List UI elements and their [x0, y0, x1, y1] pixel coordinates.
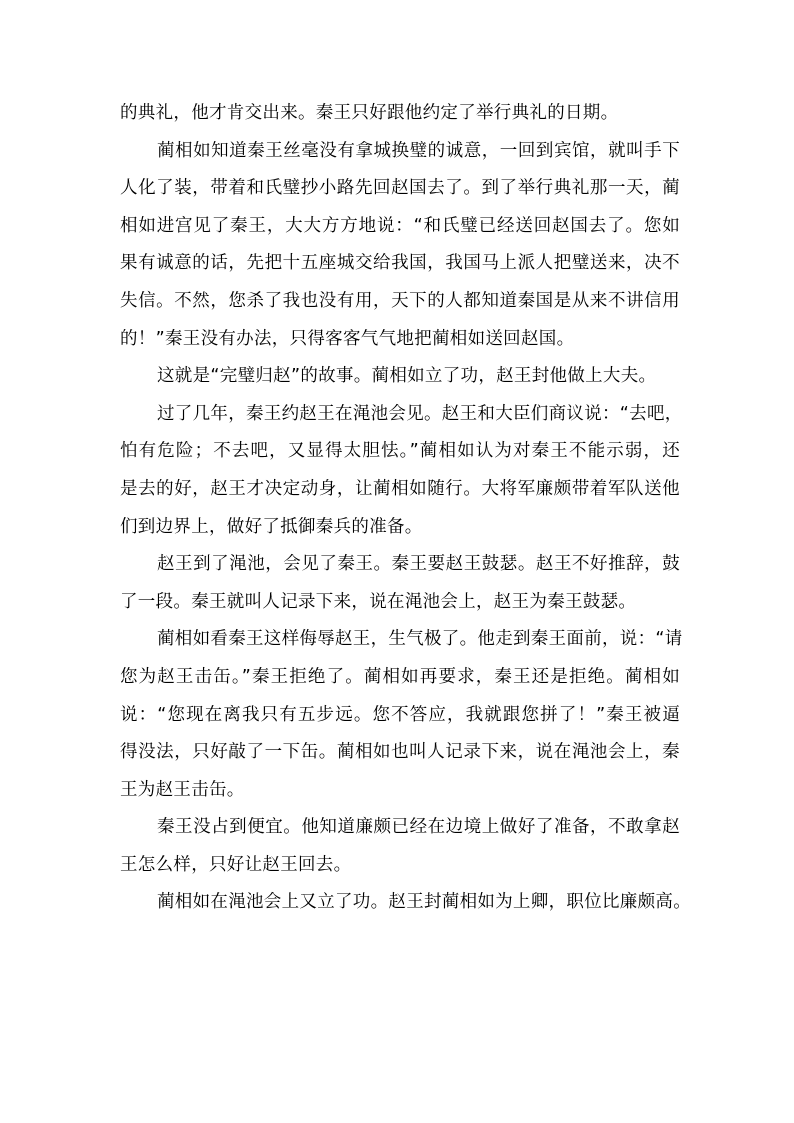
text-line: 蔺相如看秦王这样侮辱赵王，生气极了。他走到秦王面前，说：“请: [157, 629, 683, 650]
text-line: 得没法，只好敲了一下缶。蔺相如也叫人记录下来，说在渑池会上，秦: [120, 742, 680, 763]
text-line: 王为赵王击缶。: [120, 779, 245, 800]
text-line: 们到边界上，做好了抵御秦兵的准备。: [120, 516, 423, 537]
text-line: 蔺相如在渑池会上又立了功。赵王封蔺相如为上卿，职位比廉颇高。: [157, 892, 691, 913]
text-line: 赵王到了渑池，会见了秦王。秦王要赵王鼓瑟。赵王不好推辞，鼓: [157, 554, 680, 575]
text-line: 果有诚意的话，先把十五座城交给我国，我国马上派人把璧送来，决不: [120, 253, 680, 274]
text-line: 这就是“完璧归赵”的故事。蔺相如立了功，赵王封他做上大夫。: [157, 366, 657, 387]
document-body: [120, 95, 691, 922]
text-line: 说：“您现在离我只有五步远。您不答应，我就跟您拼了！”秦王被逼: [120, 704, 680, 725]
text-line: 是去的好，赵王才决定动身，让蔺相如随行。大将军廉颇带着军队送他: [120, 478, 680, 499]
text-line: 的！”秦王没有办法，只得客客气气地把蔺相如送回赵国。: [120, 328, 575, 349]
text-line: 的典礼，他才肯交出来。秦王只好跟他约定了举行典礼的日期。: [120, 103, 619, 123]
text-line: 您为赵王击缶。”秦王拒绝了。蔺相如再要求，秦王还是拒绝。蔺相如: [120, 666, 680, 687]
text-line: 过了几年，秦王约赵王在渑池会见。赵王和大臣们商议说：“去吧，: [157, 403, 683, 424]
text-line: 秦王没占到便宜。他知道廉颇已经在边境上做好了准备，不敢拿赵: [157, 817, 680, 838]
text-line: 相如进宫见了秦王，大大方方地说：“和氏璧已经送回赵国去了。您如: [120, 215, 680, 236]
text-line: 失信。不然，您杀了我也没有用，天下的人都知道秦国是从来不讲信用: [120, 290, 680, 311]
text-line: 了一段。秦王就叫人记录下来，说在渑池会上，赵王为秦王鼓瑟。: [120, 591, 637, 612]
text-line: 怕有危险；不去吧，又显得太胆怯。”蔺相如认为对秦王不能示弱，还: [120, 441, 680, 462]
text-line: 蔺相如知道秦王丝毫没有拿城换璧的诚意，一回到宾馆，就叫手下: [157, 140, 680, 161]
text-line: 王怎么样，只好让赵王回去。: [120, 854, 352, 875]
text-line: 人化了装，带着和氏璧抄小路先回赵国去了。到了举行典礼那一天，蔺: [120, 178, 680, 199]
